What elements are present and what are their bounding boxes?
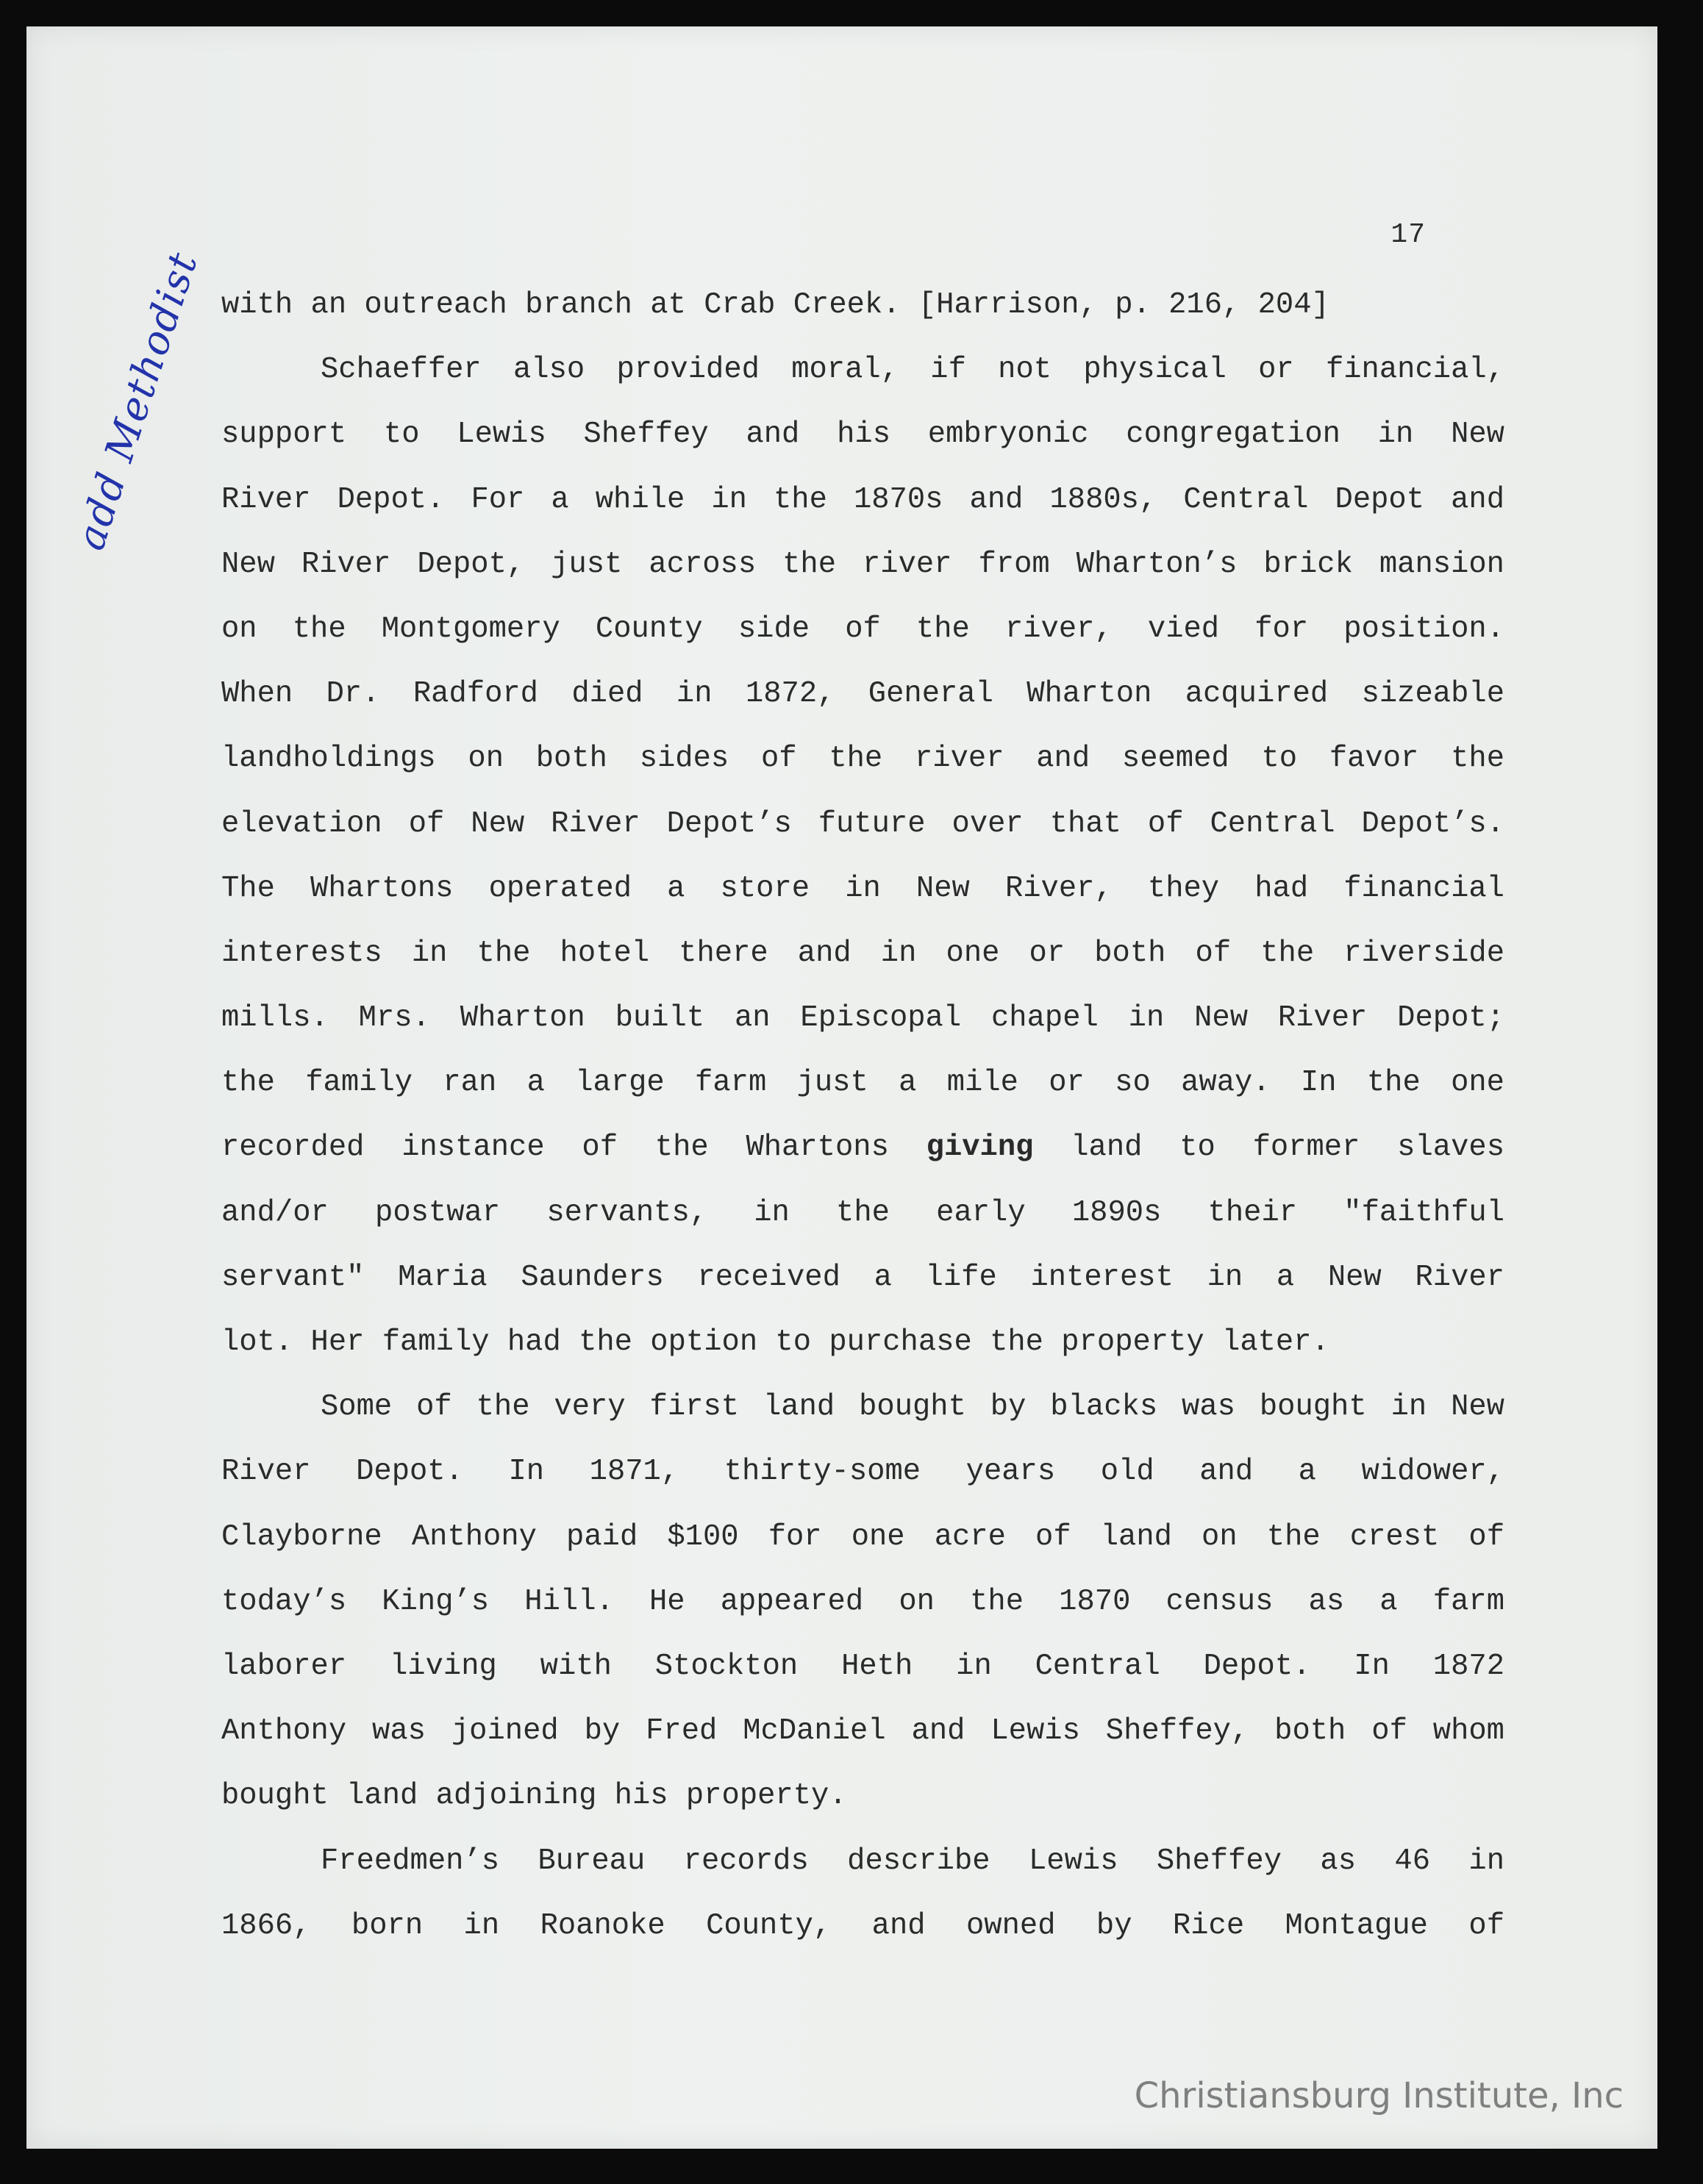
text-line: Anthony was joined by Fred McDaniel and Lewis Sheffey, both of whom bbox=[221, 1714, 1504, 1749]
text-line: mills. Mrs. Wharton built an Episcopal chapel in New River Depot; bbox=[221, 1001, 1504, 1036]
emphasized-word: giving bbox=[926, 1131, 1034, 1165]
document-page bbox=[26, 26, 1657, 2149]
body-text bbox=[221, 273, 1504, 1958]
text-line: When Dr. Radford died in 1872, General Wharton acquired sizeable bbox=[221, 677, 1504, 712]
text-span: recorded instance of the Whartons bbox=[221, 1131, 927, 1165]
page-number: 17 bbox=[1390, 219, 1426, 251]
text-span: land to former slaves bbox=[1033, 1131, 1504, 1165]
text-line: elevation of New River Depot’s future over that of Central Depot’s. bbox=[221, 806, 1504, 841]
text-line: the family ran a large farm just a mile or so away. In the one bbox=[221, 1066, 1504, 1100]
text-line: bought land adjoining his property. bbox=[221, 1779, 847, 1814]
text-line: on the Montgomery County side of the river, vied for position. bbox=[221, 612, 1504, 646]
watermark: Christiansburg Institute, Inc bbox=[1134, 2075, 1624, 2116]
text-line: landholdings on both sides of the river and seemed to favor the bbox=[221, 742, 1504, 776]
text-line: 1866, born in Roanoke County, and owned by Rice Montague of bbox=[221, 1908, 1504, 1943]
text-line bbox=[221, 1115, 1504, 1180]
text-line: laborer living with Stockton Heth in Central Depot. In 1872 bbox=[221, 1649, 1504, 1683]
text-line: servant" Maria Saunders received a life interest in a New River bbox=[221, 1260, 1504, 1295]
text-line: with an outreach branch at Crab Creek. [Harrison, p. 216, 204] bbox=[221, 288, 1329, 322]
text-line: and/or postwar servants, in the early 1890s their "faithful bbox=[221, 1195, 1504, 1230]
text-line: The Whartons operated a store in New River, they had financial bbox=[221, 871, 1504, 906]
text-line: interests in the hotel there and in one or both of the riverside bbox=[221, 936, 1504, 970]
text-line: lot. Her family had the option to purchase the property later. bbox=[221, 1325, 1329, 1359]
text-line: Some of the very first land bought by blacks was bought in New bbox=[321, 1390, 1504, 1425]
text-line: Schaeffer also provided moral, if not physical or financial, bbox=[321, 353, 1504, 387]
text-line: Clayborne Anthony paid $100 for one acre of land on the crest of bbox=[221, 1519, 1504, 1554]
text-line: River Depot. For a while in the 1870s and 1880s, Central Depot and bbox=[221, 482, 1504, 517]
text-line: support to Lewis Sheffey and his embryonic congregation in New bbox=[221, 418, 1504, 452]
text-line: today’s King’s Hill. He appeared on the 1870 census as a farm bbox=[221, 1584, 1504, 1619]
handwritten-annotation: add Methodist bbox=[67, 246, 207, 556]
text-line: River Depot. In 1871, thirty-some years old and a widower, bbox=[221, 1455, 1504, 1489]
text-line: Freedmen’s Bureau records describe Lewis Sheffey as 46 in bbox=[321, 1844, 1504, 1878]
text-line: New River Depot, just across the river from Wharton’s brick mansion bbox=[221, 547, 1504, 581]
